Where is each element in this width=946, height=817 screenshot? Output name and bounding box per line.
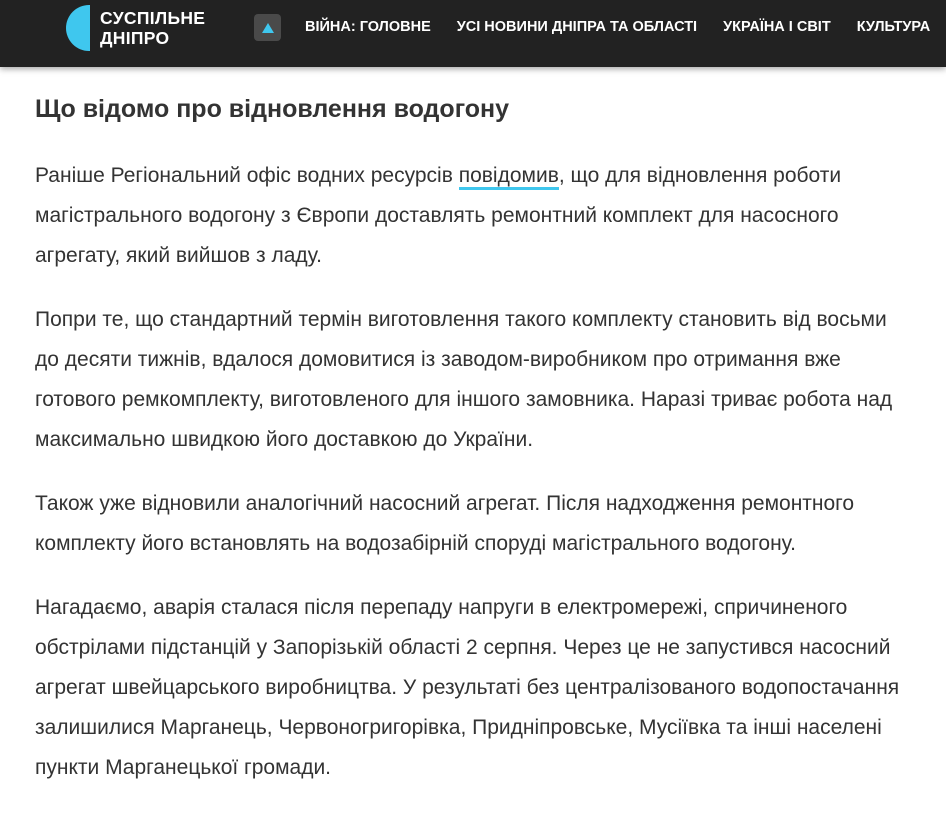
- nav-item-war-main[interactable]: ВІЙНА: ГОЛОВНЕ: [305, 19, 431, 35]
- logo-line-2: ДНІПРО: [100, 28, 170, 48]
- article-paragraph-3: Також уже відновили аналогічний насосний агрегат. Після надходження ремонтного комплекту його встановлять на водозабірній споруді магістрального водогону.: [35, 492, 855, 555]
- paragraph-1-text-end: , що для відновлення роботи магістрального водогону з Європи доставлять ремонтний комплект для насосного агрегату, який вийшов з ладу.: [35, 164, 842, 267]
- main-navigation: [305, 17, 946, 37]
- logo-text: [100, 8, 205, 48]
- section-heading: Що відомо про відновлення водогону: [35, 95, 510, 123]
- nav-item-ukraine-world[interactable]: УКРАЇНА І СВІТ: [723, 19, 831, 35]
- up-triangle-icon: [262, 23, 274, 33]
- nav-up-button[interactable]: [254, 14, 281, 41]
- paragraph-1-text-start: Раніше Регіональний офіс водних ресурсів: [35, 164, 459, 187]
- article-paragraph-4: Нагадаємо, аварія сталася після перепаду напруги в електромережі, спричиненого обстрілами підстанцій у Запорізькій області 2 серпня. Через це не запустився насосний агрегат швейцарського виробництва. У результаті без централізованого водопостачання залишилися Марганець, Червоногригорівка, Придніпровське, Мусіївка та інші населені пункти Марганецької громади.: [35, 596, 900, 779]
- article-paragraph-2: Попри те, що стандартний термін виготовлення такого комплекту становить від восьми до десяти тижнів, вдалося домовитися із заводом-виробником про отримання вже готового ремкомплекту, виготовленого для іншого замовника. Наразі триває робота над максимально швидкою його доставкою до України.: [35, 308, 893, 451]
- site-header: [0, 0, 946, 67]
- nav-item-culture[interactable]: КУЛЬТУРА: [856, 19, 931, 35]
- article-paragraph-1: [35, 156, 915, 276]
- nav-item-dnipro-news[interactable]: УСІ НОВИНИ ДНІПРА ТА ОБЛАСТІ: [456, 19, 698, 35]
- site-logo[interactable]: [66, 4, 205, 52]
- article-body: [35, 90, 915, 812]
- logo-half-circle-icon: [66, 5, 90, 51]
- logo-line-1: СУСПІЛЬНЕ: [100, 8, 206, 28]
- reported-link[interactable]: повідомив: [459, 164, 559, 190]
